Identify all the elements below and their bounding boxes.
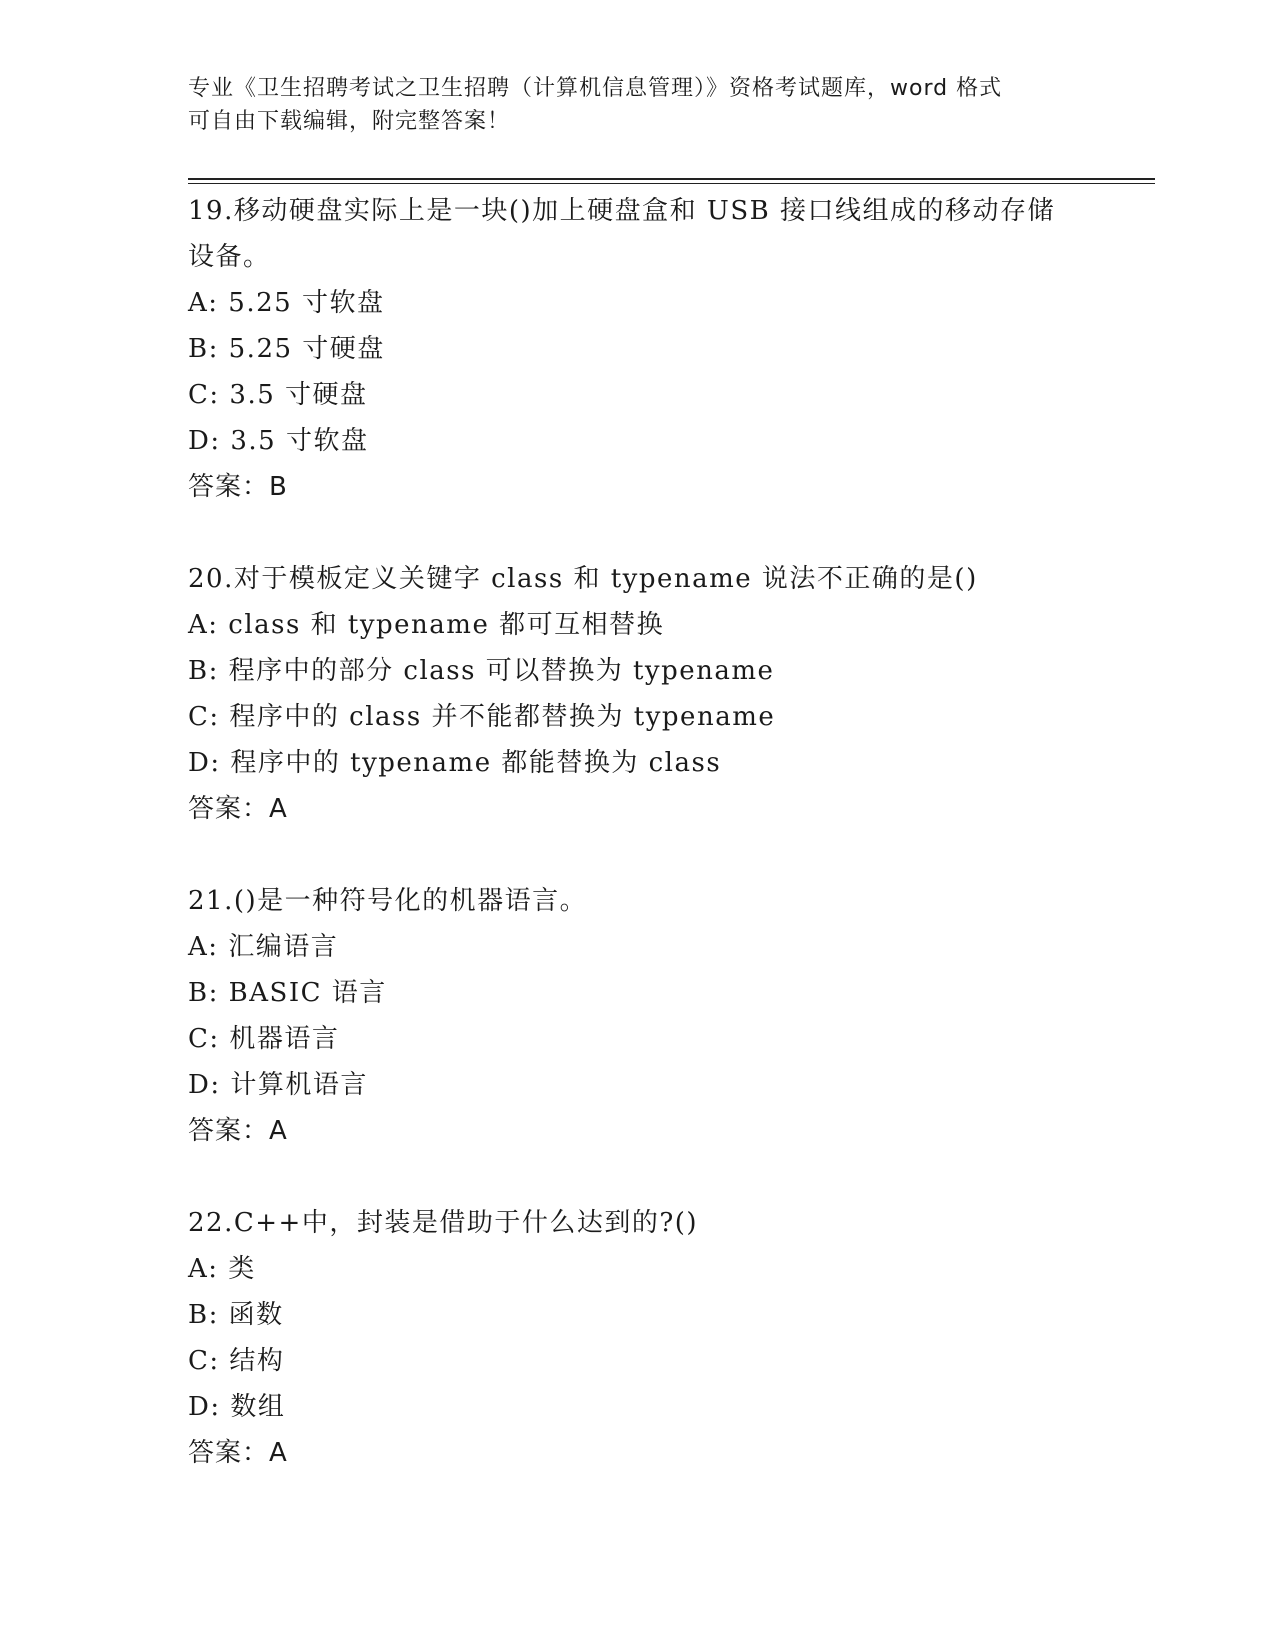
question-text-continued: 设备。 <box>188 242 271 272</box>
question-list <box>188 188 1088 1522</box>
answer: 答案：B <box>188 472 288 502</box>
question-text: 19.移动硬盘实际上是一块()加上硬盘盒和 USB 接口线组成的移动存储 <box>188 196 1055 226</box>
header-line-1: 专业《卫生招聘考试之卫生招聘（计算机信息管理）》资格考试题库，word 格式 <box>188 76 1003 101</box>
option-d: D: 3.5 寸软盘 <box>188 426 369 456</box>
question-text: 20.对于模板定义关键字 class 和 typename 说法不正确的是() <box>188 564 978 594</box>
option-b: B: 程序中的部分 class 可以替换为 typename <box>188 656 775 686</box>
option-d: D: 程序中的 typename 都能替换为 class <box>188 748 722 778</box>
question-text: 21.()是一种符号化的机器语言。 <box>188 886 588 916</box>
header-rule-thick <box>188 178 1155 180</box>
question-19 <box>188 188 1088 510</box>
option-c: C: 3.5 寸硬盘 <box>188 380 368 410</box>
answer: 答案：A <box>188 1438 288 1468</box>
header-line-2: 可自由下载编辑，附完整答案！ <box>188 109 511 134</box>
question-text: 22.C++中，封装是借助于什么达到的?() <box>188 1208 699 1238</box>
option-c: C: 结构 <box>188 1346 285 1376</box>
answer: 答案：A <box>188 1116 288 1146</box>
document-header <box>188 72 1088 138</box>
question-21 <box>188 878 1088 1154</box>
header-rule-thin <box>188 183 1155 184</box>
option-b: B: 5.25 寸硬盘 <box>188 334 385 364</box>
question-20 <box>188 556 1088 832</box>
question-22 <box>188 1200 1088 1476</box>
option-c: C: 程序中的 class 并不能都替换为 typename <box>188 702 776 732</box>
option-a: A: 汇编语言 <box>188 932 339 962</box>
option-d: D: 计算机语言 <box>188 1070 368 1100</box>
option-b: B: 函数 <box>188 1300 284 1330</box>
option-b: B: BASIC 语言 <box>188 978 387 1008</box>
option-a: A: class 和 typename 都可互相替换 <box>188 610 665 640</box>
option-a: A: 类 <box>188 1254 256 1284</box>
answer: 答案：A <box>188 794 288 824</box>
option-d: D: 数组 <box>188 1392 286 1422</box>
option-c: C: 机器语言 <box>188 1024 340 1054</box>
option-a: A: 5.25 寸软盘 <box>188 288 385 318</box>
